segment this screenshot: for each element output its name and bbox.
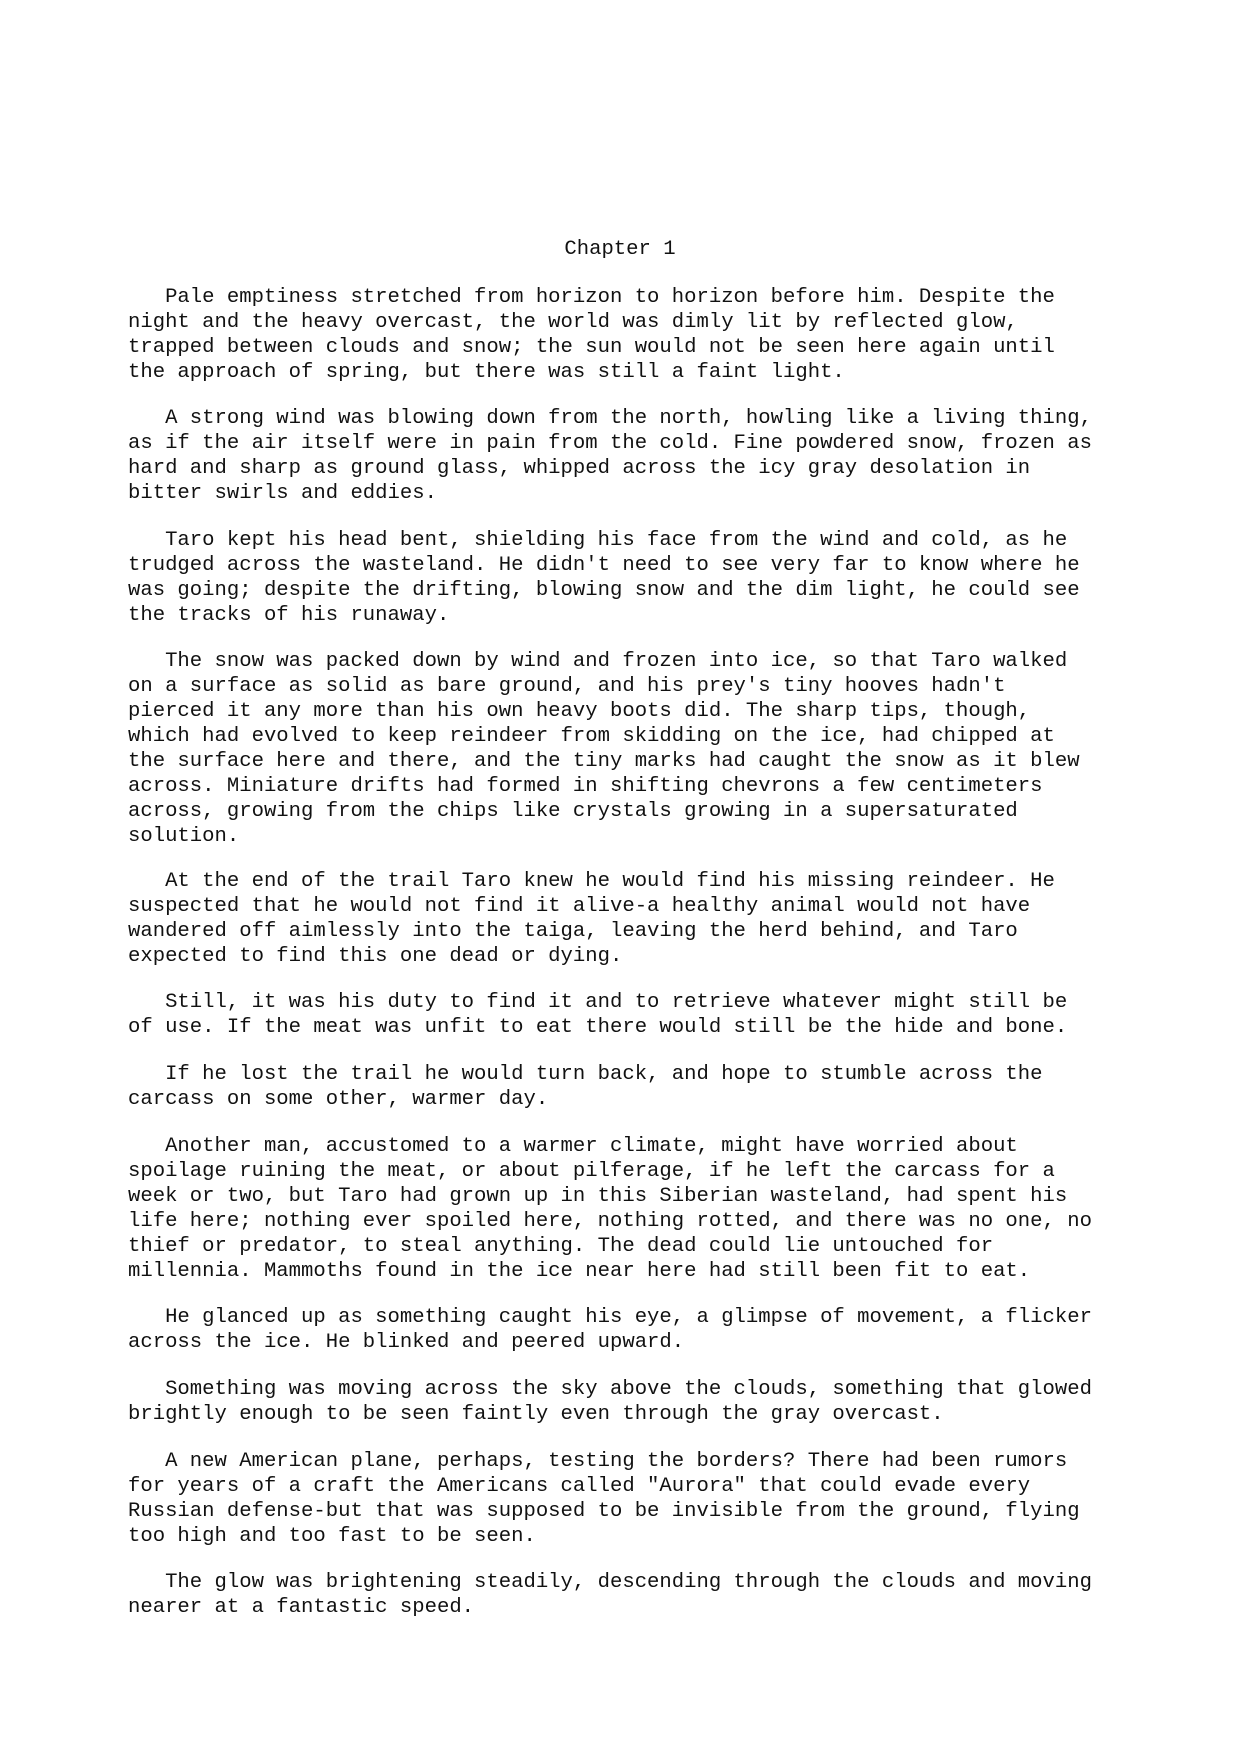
paragraph-line: of use. If the meat was unfit to eat there would still be the hide and bone.	[128, 1016, 1068, 1039]
paragraph-line: was going; despite the drifting, blowing snow and the dim light, he could see	[128, 579, 1080, 602]
paragraph-line: If he lost the trail he would turn back, and hope to stumble across the	[128, 1063, 1043, 1086]
paragraph-line: the approach of spring, but there was still a faint light.	[128, 361, 845, 384]
paragraph-line: nearer at a fantastic speed.	[128, 1596, 475, 1619]
paragraph-line: Taro kept his head bent, shielding his face from the wind and cold, as he	[128, 529, 1068, 552]
paragraph-line: which had evolved to keep reindeer from skidding on the ice, had chipped at	[128, 725, 1055, 748]
paragraph-line: suspected that he would not find it alive-a healthy animal would not have	[128, 895, 1031, 918]
paragraph-line: Russian defense-but that was supposed to be invisible from the ground, flying	[128, 1500, 1080, 1523]
paragraph	[128, 1062, 1128, 1112]
paragraph-line: carcass on some other, warmer day.	[128, 1088, 549, 1111]
paragraph	[128, 869, 1128, 969]
paragraph-line: Still, it was his duty to find it and to retrieve whatever might still be	[128, 991, 1068, 1014]
paragraph-line: The snow was packed down by wind and frozen into ice, so that Taro walked	[128, 650, 1068, 673]
paragraph-line: A strong wind was blowing down from the north, howling like a living thing,	[128, 407, 1092, 430]
paragraph	[128, 528, 1128, 628]
paragraph-line: brightly enough to be seen faintly even through the gray overcast.	[128, 1403, 944, 1426]
paragraph-line: The glow was brightening steadily, descending through the clouds and moving	[128, 1571, 1092, 1594]
paragraph-line: At the end of the trail Taro knew he would find his missing reindeer. He	[128, 870, 1055, 893]
paragraph-line: trapped between clouds and snow; the sun would not be seen here again until	[128, 336, 1055, 359]
paragraph	[128, 649, 1128, 849]
paragraph-line: as if the air itself were in pain from the cold. Fine powdered snow, frozen as	[128, 432, 1092, 455]
paragraph-line: solution.	[128, 825, 240, 848]
paragraph-line: across the ice. He blinked and peered upward.	[128, 1331, 685, 1354]
paragraph	[128, 990, 1128, 1040]
paragraph-line: life here; nothing ever spoiled here, nothing rotted, and there was no one, no	[128, 1210, 1092, 1233]
paragraph-line: A new American plane, perhaps, testing the borders? There had been rumors	[128, 1450, 1068, 1473]
paragraph	[128, 1305, 1128, 1355]
paragraph-line: thief or predator, to steal anything. The dead could lie untouched for	[128, 1235, 994, 1258]
paragraph-line: Something was moving across the sky above the clouds, something that glowed	[128, 1378, 1092, 1401]
paragraph-line: week or two, but Taro had grown up in this Siberian wasteland, had spent his	[128, 1185, 1068, 1208]
paragraph-line: millennia. Mammoths found in the ice near here had still been fit to eat.	[128, 1260, 1031, 1283]
paragraph	[128, 1449, 1128, 1549]
paragraph-line: trudged across the wasteland. He didn't need to see very far to know where he	[128, 554, 1080, 577]
paragraph-line: on a surface as solid as bare ground, and his prey's tiny hooves hadn't	[128, 675, 1006, 698]
paragraph-line: too high and too fast to be seen.	[128, 1525, 536, 1548]
paragraph-line: He glanced up as something caught his eye, a glimpse of movement, a flicker	[128, 1306, 1092, 1329]
paragraph-line: across. Miniature drifts had formed in shifting chevrons a few centimeters	[128, 775, 1043, 798]
paragraph-line: for years of a craft the Americans called "Aurora" that could evade every	[128, 1475, 1031, 1498]
paragraph-line: expected to find this one dead or dying.	[128, 945, 623, 968]
paragraph	[128, 1377, 1128, 1427]
paragraph-line: wandered off aimlessly into the taiga, leaving the herd behind, and Taro	[128, 920, 1018, 943]
paragraph-line: hard and sharp as ground glass, whipped across the icy gray desolation in	[128, 457, 1031, 480]
paragraph-line: the tracks of his runaway.	[128, 604, 450, 627]
paragraph-line: pierced it any more than his own heavy boots did. The sharp tips, though,	[128, 700, 1031, 723]
paragraph-line: night and the heavy overcast, the world was dimly lit by reflected glow,	[128, 311, 1018, 334]
chapter-title: Chapter 1	[564, 238, 676, 261]
paragraph-line: across, growing from the chips like crystals growing in a supersaturated	[128, 800, 1018, 823]
paragraph	[128, 285, 1128, 385]
paragraph	[128, 406, 1128, 506]
paragraph	[128, 1570, 1128, 1620]
paragraph-line: Another man, accustomed to a warmer climate, might have worried about	[128, 1135, 1018, 1158]
paragraph-line: Pale emptiness stretched from horizon to horizon before him. Despite the	[128, 286, 1055, 309]
paragraph	[128, 1134, 1128, 1284]
paragraph-line: spoilage ruining the meat, or about pilferage, if he left the carcass for a	[128, 1160, 1055, 1183]
paragraph-line: the surface here and there, and the tiny marks had caught the snow as it blew	[128, 750, 1080, 773]
paragraph-line: bitter swirls and eddies.	[128, 482, 437, 505]
